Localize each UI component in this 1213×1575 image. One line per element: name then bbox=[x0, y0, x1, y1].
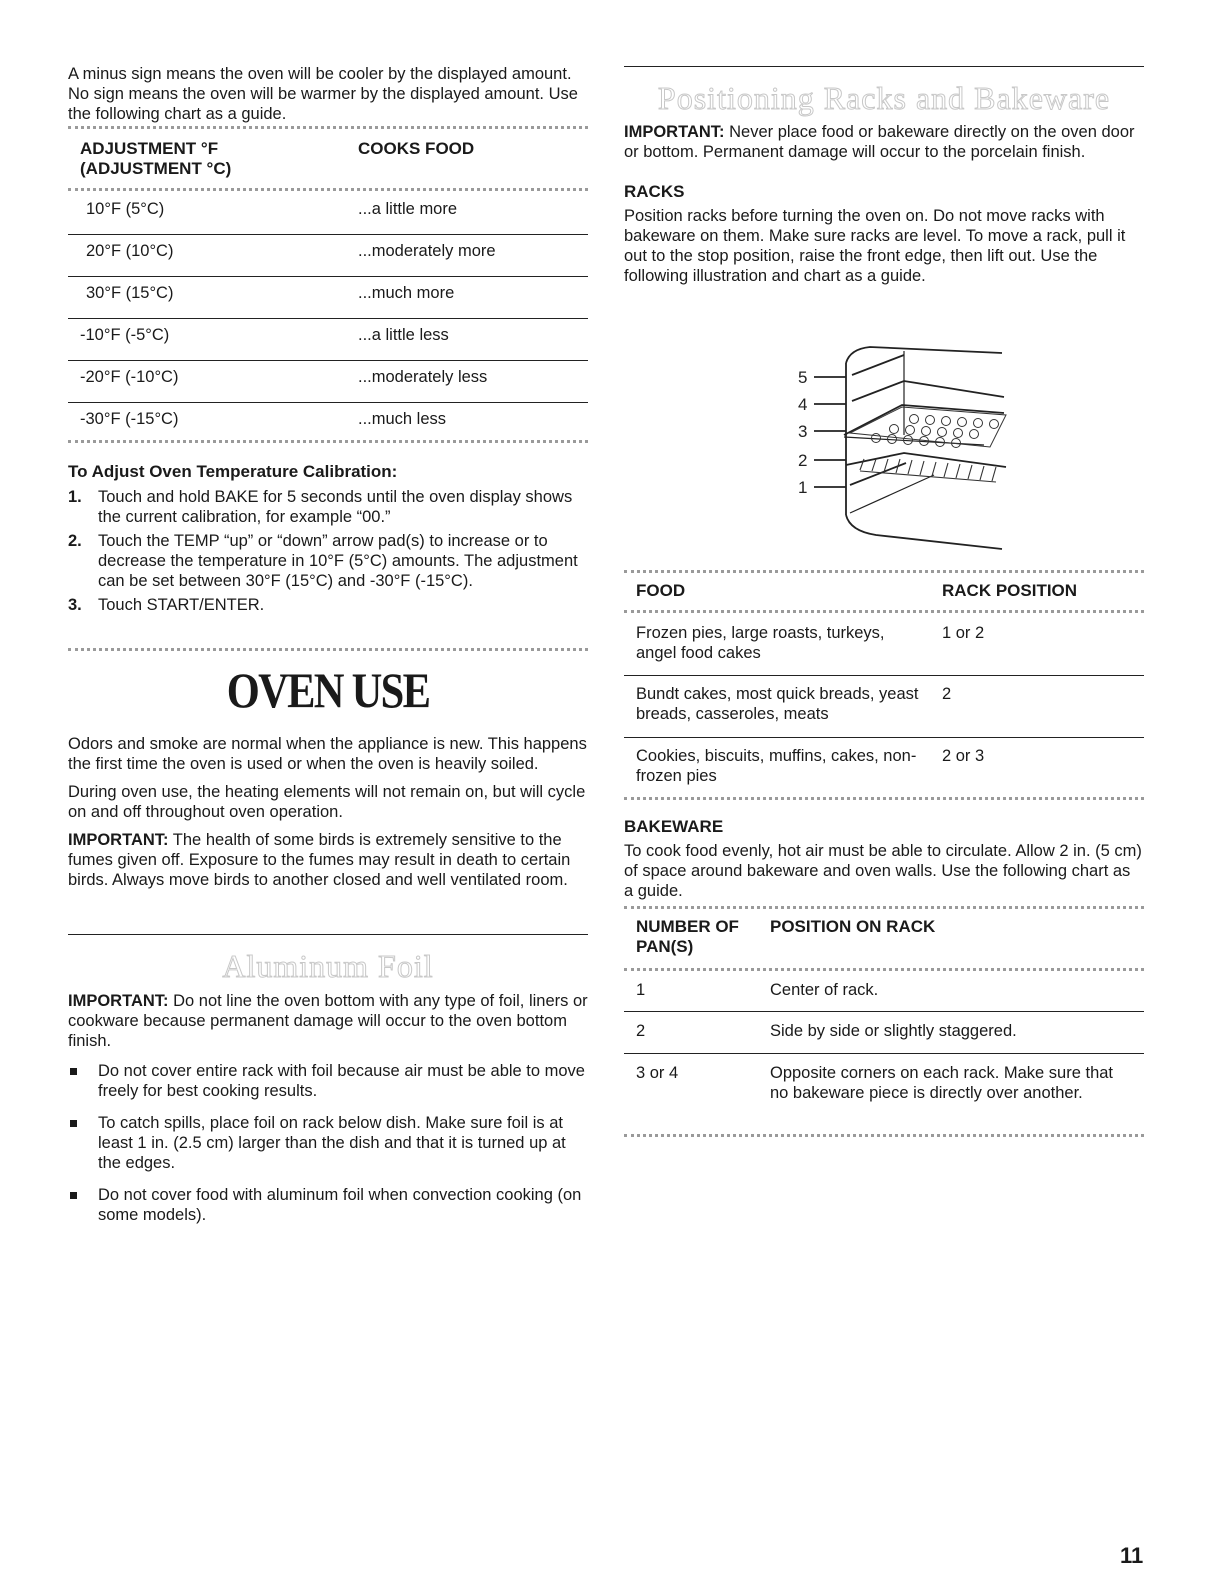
calibration-heading: To Adjust Oven Temperature Calibration: bbox=[68, 462, 398, 481]
header-number-of: NUMBER OF bbox=[636, 917, 739, 936]
header-food: FOOD bbox=[636, 581, 686, 600]
list-item: Do not cover entire rack with foil because air must be able to move freely for best cooking results. bbox=[68, 1061, 588, 1101]
rack-number: 5 bbox=[798, 368, 808, 387]
bakeware-section bbox=[624, 817, 1144, 901]
list-item bbox=[68, 531, 588, 591]
important-label: IMPORTANT: bbox=[68, 831, 169, 849]
oven-use-paragraph: During oven use, the heating elements will not remain on, but will cycle on and off throughout oven operation. bbox=[68, 783, 586, 821]
step-text: Touch START/ENTER. bbox=[98, 596, 265, 614]
rack-number: 2 bbox=[798, 451, 808, 470]
adjustment-value: -20°F (-10°C) bbox=[80, 368, 179, 386]
foil-body bbox=[68, 991, 588, 1225]
divider bbox=[624, 906, 1144, 909]
cooks-value: ...much more bbox=[358, 284, 455, 302]
oven-use-body bbox=[68, 734, 588, 890]
table-row bbox=[68, 200, 588, 238]
oven-use-title: OVEN USE bbox=[226, 662, 430, 718]
important-paragraph bbox=[68, 830, 588, 890]
section-rule bbox=[68, 934, 588, 935]
food-cell: Frozen pies, large roasts, turkeys, angel food cakes bbox=[636, 624, 885, 662]
divider bbox=[624, 968, 1144, 971]
divider bbox=[68, 648, 588, 651]
important-text: Never place food or bakeware directly on the oven door or bottom. Permanent damage will occur to the porcelain finish. bbox=[624, 123, 1135, 161]
divider bbox=[624, 610, 1144, 613]
page-number: 11 bbox=[1120, 1543, 1144, 1568]
important-text: Do not line the oven bottom with any type of foil, liners or cookware because permanent damage will occur to the oven bottom finish. bbox=[68, 992, 588, 1050]
step-number: 3. bbox=[68, 596, 82, 614]
row-rule bbox=[68, 402, 588, 403]
position-cell: 1 or 2 bbox=[942, 624, 985, 642]
adjustment-value: 20°F (10°C) bbox=[86, 242, 174, 260]
row-rule bbox=[624, 737, 1144, 738]
rack-number: 3 bbox=[798, 422, 808, 441]
header-rack-position: RACK POSITION bbox=[942, 581, 1078, 600]
aluminum-foil-title: Aluminum Foil bbox=[222, 948, 434, 984]
adjustment-value: 10°F (5°C) bbox=[86, 200, 165, 218]
cooks-value: ...moderately more bbox=[358, 242, 496, 260]
oven-use-paragraph: Odors and smoke are normal when the appliance is new. This happens the first time the oven is used or when the oven is heavily soiled. bbox=[68, 735, 587, 773]
row-rule bbox=[68, 276, 588, 277]
header-pans: PAN(S) bbox=[636, 937, 694, 956]
cooks-value: ...a little more bbox=[358, 200, 458, 218]
step-number: 1. bbox=[68, 488, 82, 506]
cooks-value: ...moderately less bbox=[358, 368, 488, 386]
divider bbox=[624, 1134, 1144, 1137]
bakeware-paragraph: To cook food evenly, hot air must be able to circulate. Allow 2 in. (5 cm) of space around bakeware and oven walls. Use the following chart as a guide. bbox=[624, 842, 1142, 900]
list-item bbox=[68, 595, 588, 615]
step-text: Touch the TEMP “up” or “down” arrow pad(s) to increase or to decrease the temperature in 10°F (5°C) amounts. The adjustment can be set between 30°F (15°C) and -30°F (-15°C). bbox=[98, 532, 578, 590]
row-rule bbox=[624, 1053, 1144, 1054]
bakeware-heading: BAKEWARE bbox=[624, 817, 724, 836]
row-rule bbox=[68, 234, 588, 235]
pans-cell: 2 bbox=[636, 1022, 646, 1040]
oven-rack-illustration bbox=[784, 335, 1044, 555]
racks-paragraph: Position racks before turning the oven on. Do not move racks with bakeware on them. Make sure racks are level. To move a rack, pull it out to the stop position, raise the front edge, then lift out. Use the following illustration and chart as a guide. bbox=[624, 207, 1126, 285]
rack-number: 4 bbox=[798, 395, 808, 414]
row-rule bbox=[68, 360, 588, 361]
divider bbox=[68, 188, 588, 191]
intro-paragraph: A minus sign means the oven will be cooler by the displayed amount. No sign means the oven will be warmer by the displayed amount. Use the following chart as a guide. bbox=[68, 65, 578, 123]
list-item bbox=[68, 487, 588, 527]
important-label: IMPORTANT: bbox=[68, 992, 169, 1010]
racks-body bbox=[624, 122, 1144, 286]
important-paragraph bbox=[624, 122, 1144, 162]
header-cooks-food: COOKS FOOD bbox=[358, 139, 475, 158]
divider bbox=[68, 126, 588, 129]
divider bbox=[624, 797, 1144, 800]
header-position-on-rack: POSITION ON RACK bbox=[770, 917, 936, 936]
position-cell: Center of rack. bbox=[770, 981, 879, 999]
row-rule bbox=[624, 1011, 1144, 1012]
pans-cell: 1 bbox=[636, 981, 646, 999]
position-cell: Opposite corners on each rack. Make sure that no bakeware piece is directly over another. bbox=[770, 1064, 1114, 1102]
divider bbox=[68, 440, 588, 443]
adjustment-value: 30°F (15°C) bbox=[86, 284, 174, 302]
divider bbox=[624, 570, 1144, 573]
food-cell: Cookies, biscuits, muffins, cakes, non-frozen pies bbox=[636, 747, 917, 785]
important-paragraph bbox=[68, 991, 588, 1051]
list-item: Do not cover food with aluminum foil when convection cooking (on some models). bbox=[68, 1185, 588, 1225]
row-rule bbox=[68, 318, 588, 319]
racks-heading: RACKS bbox=[624, 182, 685, 201]
important-label: IMPORTANT: bbox=[624, 123, 725, 141]
important-text: The health of some birds is extremely sensitive to the fumes given off. Exposure to the fumes may result in death to certain birds. Always move birds to another closed and well ventilated room. bbox=[68, 831, 571, 889]
list-item: To catch spills, place foil on rack below dish. Make sure foil is at least 1 in. (2.5 cm) larger than the dish and that it is turned up at the edges. bbox=[68, 1113, 588, 1173]
step-number: 2. bbox=[68, 532, 82, 550]
position-cell: 2 or 3 bbox=[942, 747, 985, 765]
header-adjustment-c: (ADJUSTMENT °C) bbox=[80, 159, 232, 178]
position-cell: 2 bbox=[942, 685, 952, 703]
section-rule bbox=[624, 66, 1144, 67]
pans-cell: 3 or 4 bbox=[636, 1064, 679, 1082]
rack-number: 1 bbox=[798, 478, 808, 497]
header-adjustment-f: ADJUSTMENT °F bbox=[80, 139, 219, 158]
adjustment-value: -30°F (-15°C) bbox=[80, 410, 179, 428]
cooks-value: ...much less bbox=[358, 410, 447, 428]
row-rule bbox=[624, 675, 1144, 676]
calibration-section bbox=[68, 462, 588, 615]
position-cell: Side by side or slightly staggered. bbox=[770, 1022, 1017, 1040]
cooks-value: ...a little less bbox=[358, 326, 449, 344]
step-text: Touch and hold BAKE for 5 seconds until the oven display shows the current calibration, for example “00.” bbox=[98, 488, 573, 526]
adjustment-value: -10°F (-5°C) bbox=[80, 326, 170, 344]
food-cell: Bundt cakes, most quick breads, yeast breads, casseroles, meats bbox=[636, 685, 919, 723]
positioning-racks-title: Positioning Racks and Bakeware bbox=[657, 80, 1111, 116]
